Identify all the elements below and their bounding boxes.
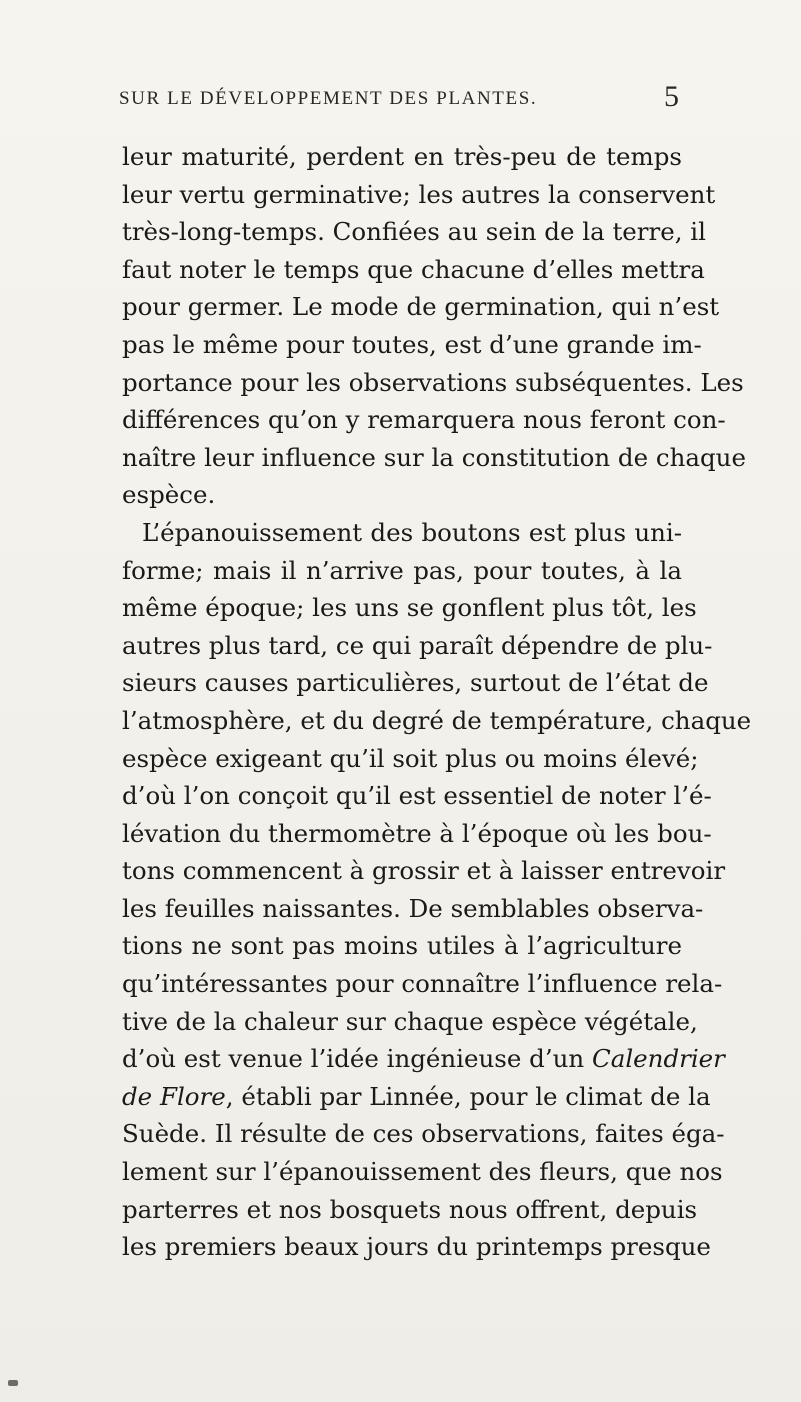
text-line: lement sur l’épanouissement des fleurs, que nos (122, 1157, 723, 1187)
text-line: tions ne sont pas moins utiles à l’agriculture (122, 931, 682, 961)
italic-term-calendrier: Calendrier (591, 1044, 725, 1074)
page-edge-mark (8, 1380, 18, 1386)
text-segment: , établi par Linnée, pour le climat de la (225, 1081, 711, 1111)
italic-term-de-flore: de Flore (122, 1081, 226, 1111)
text-line: autres plus tard, ce qui paraît dépendre de plu- (122, 630, 713, 660)
page-number: 5 (664, 80, 679, 113)
text-line: portance pour les observations subséquentes. Les (122, 367, 744, 397)
text-line: l’atmosphère, et du degré de température, chaque (122, 705, 752, 735)
text-line: les premiers beaux jours du printemps presque (122, 1232, 711, 1262)
text-line: sieurs causes particulières, surtout de l’état de (122, 668, 709, 698)
text-line: d’où l’on conçoit qu’il est essentiel de noter l’é- (122, 781, 712, 811)
text-line: tons commencent à grossir et à laisser entrevoir (122, 856, 726, 886)
text-line: espèce. (122, 480, 216, 510)
text-line: leur maturité, perdent en très-peu de temps (122, 142, 682, 171)
text-line: leur vertu germinative; les autres la conservent (122, 179, 716, 209)
text-line: pas le même pour toutes, est d’une grande im- (122, 329, 702, 359)
text-line-with-italic (122, 1078, 711, 1116)
text-line: parterres et nos bosquets nous offrent, depuis (122, 1194, 698, 1224)
running-head (119, 82, 679, 118)
text-line: faut noter le temps que chacune d’elles mettra (122, 254, 705, 284)
text-line: Suède. Il résulte de ces observations, faites éga- (122, 1119, 725, 1149)
text-line: lévation du thermomètre à l’époque où les bou- (122, 818, 712, 848)
text-line: qu’intéressantes pour connaître l’influence rela- (122, 969, 723, 999)
text-line: pour germer. Le mode de germination, qui n’est (122, 292, 720, 322)
text-segment: d’où est venue l’idée ingénieuse d’un (122, 1044, 585, 1074)
text-line: même époque; les uns se gonflent plus tôt, les (122, 593, 697, 623)
text-line: très-long-temps. Confiées au sein de la terre, il (122, 217, 706, 247)
text-line: tive de la chaleur sur chaque espèce végétale, (122, 1006, 698, 1036)
text-line: naître leur influence sur la constitution de chaque (122, 442, 746, 472)
body-text (122, 138, 752, 1266)
paragraph-first-line: L’épanouissement des boutons est plus uni- (142, 517, 682, 547)
running-head-title: SUR LE DÉVELOPPEMENT DES PLANTES. (119, 88, 538, 109)
text-line: les feuilles naissantes. De semblables observa- (122, 893, 704, 923)
text-line: différences qu’on y remarquera nous feront con- (122, 405, 726, 435)
text-line: espèce exigeant qu’il soit plus ou moins élevé; (122, 743, 699, 773)
text-line: forme; mais il n’arrive pas, pour toutes, à la (122, 555, 682, 585)
text-line-with-italic (122, 1040, 725, 1078)
